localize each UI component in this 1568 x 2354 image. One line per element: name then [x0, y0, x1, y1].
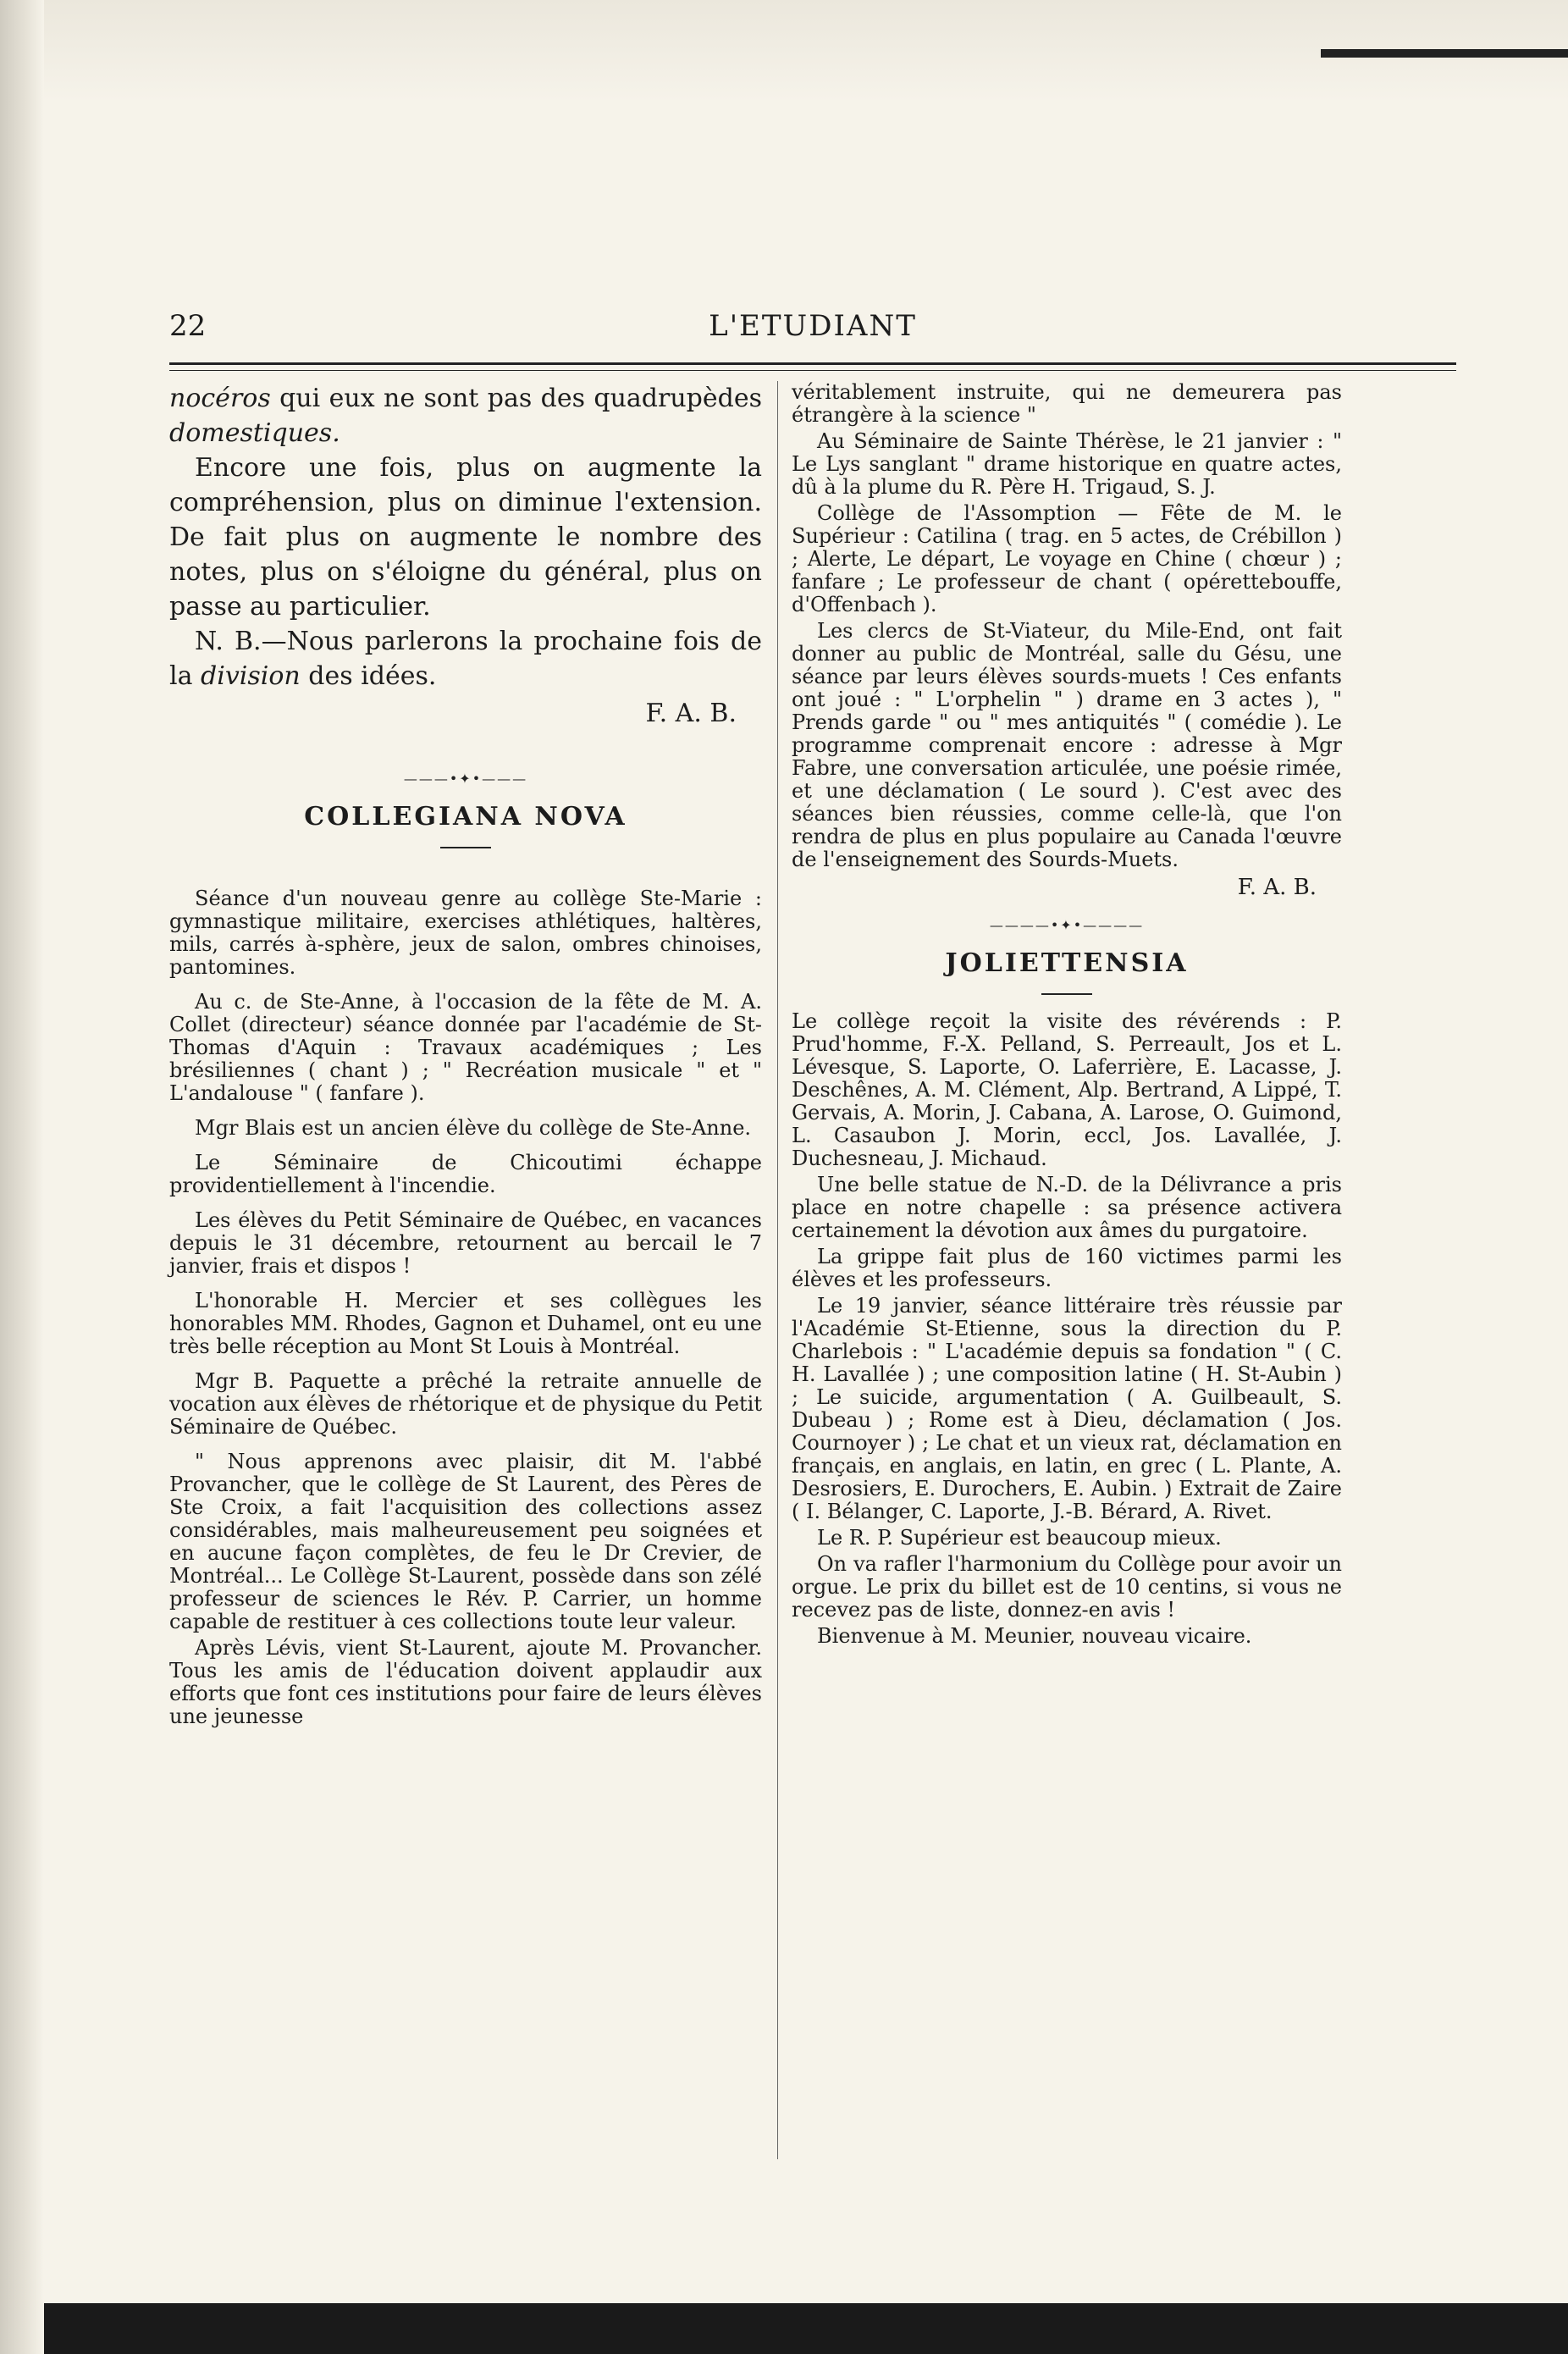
news-item: Bienvenue à M. Meunier, nouveau vicaire.	[817, 1624, 1252, 1648]
news-item: " Nous apprenons avec plaisir, dit M. l'abbé Provancher, que le collège de St Laurent, des Pères de Ste Croix, a fait l'acquisition des collections assez considérables, mais malheureusement peu soignées et en aucune façon complètes, de feu le Dr Crevier, de Montréal... Le Collège St-Laurent, possède dans son zélé professeur de sciences le Rév. P. Carrier, un homme capable de restituer à ces collections toute leur valeur.	[169, 1450, 762, 1633]
news-item: Collège de l'Assomption — Fête de M. le Supérieur : Catilina ( trag. en 5 actes, de Crébillon ) ; Alerte, Le départ, Le voyage en Chine ( chœur ) ; fanfare ; Le professeur de chant ( opérettebouffe, d'Offenbach ).	[792, 501, 1342, 616]
news-item: Les élèves du Petit Séminaire de Québec, en vacances depuis le 31 décembre, retournent au bercail le 7 janvier, frais et dispos !	[169, 1208, 762, 1278]
news-item: Les clercs de St-Viateur, du Mile-End, ont fait donner au public de Montréal, salle du Gésu, une séance par leurs élèves sourds-muets ! Ces enfants ont joué : " L'orphelin " ) drame en 3 actes ), " Prends garde " ou " mes antiquités " ( comédie ). Le programme comprenait encore : adresse à Mgr Fabre, une conversation articulée, une poésie rimée, et une déclamation ( Le sourd ). C'est avec des séances bien réussies, comme celle-là, que l'on rendra de plus en plus populaire au Canada l'œuvre de l'enseignement des Sourds-Muets.	[792, 619, 1342, 871]
news-item: La grippe fait plus de 160 victimes parmi les élèves et les professeurs.	[792, 1245, 1342, 1291]
column-divider	[777, 381, 778, 2159]
nota-bene-paragraph	[169, 624, 762, 693]
news-item: Mgr Blais est un ancien élève du collège de Ste-Anne.	[195, 1116, 752, 1140]
scan-edge-bottom	[44, 2303, 1568, 2354]
news-item: On va rafler l'harmonium du Collège pour avoir un orgue. Le prix du billet est de 10 centins, si vous ne recevez pas de liste, donnez-en avis !	[792, 1552, 1342, 1622]
title-underline	[440, 847, 491, 848]
running-title: L'ETUDIANT	[709, 309, 917, 343]
page-header	[169, 309, 1456, 351]
news-item: Le R. P. Supérieur est beaucoup mieux.	[817, 1526, 1222, 1550]
italic-word: nocéros	[169, 384, 271, 413]
italic-word: division	[201, 661, 301, 691]
italic-word: domestiques.	[169, 418, 340, 448]
news-item: Au Séminaire de Sainte Thérèse, le 21 janvier : " Le Lys sanglant " drame historique en quatre actes, dû à la plume du R. Père H. Trigaud, S. J.	[792, 429, 1342, 499]
news-item: Une belle statue de N.-D. de la Délivrance a pris place en notre chapelle : sa présence activera certainement la dévotion aux âmes du purgatoire.	[792, 1173, 1342, 1242]
text-run: des idées.	[300, 661, 437, 691]
paragraph: Encore une fois, plus on augmente la compréhension, plus on diminue l'extension. De fait plus on augmente le nombre des notes, plus on s'éloigne du général, plus on passe au particulier.	[169, 453, 762, 622]
news-item: Mgr B. Paquette a prêché la retraite annuelle de vocation aux élèves de rhétorique et de physique du Petit Séminaire de Québec.	[169, 1369, 762, 1439]
text-run: N. B.—Nous parlerons la prochaine fois de la	[169, 627, 762, 691]
news-item: Au c. de Ste-Anne, à l'occasion de la fête de M. A. Collet (directeur) séance donnée par l'académie de St-Thomas d'Aquin : Travaux académiques ; Les brésiliennes ( chant ) ; " Recréation musicale " et " L'andalouse " ( fanfare ).	[169, 990, 762, 1105]
scan-edge-left	[0, 0, 44, 2354]
news-item: L'honorable H. Mercier et ses collègues les honorables MM. Rhodes, Gagnon et Duhamel, ont eu une très belle réception au Mont St Louis à Montréal.	[169, 1289, 762, 1358]
page-number: 22	[169, 309, 207, 343]
signature: F. A. B.	[1237, 875, 1317, 900]
top-border-rule	[1321, 49, 1568, 58]
section-title: JOLIETTENSIA	[945, 948, 1189, 978]
right-column	[792, 381, 1342, 1651]
continued-paragraph	[169, 381, 762, 450]
news-item: Le 19 janvier, séance littéraire très réussie par l'Académie St-Etienne, sous la direction du P. Charlebois : " L'académie depuis sa fondation " ( C. H. Lavallée ) ; une composition latine ( H. St-Aubin ) ; Le suicide, argumentation ( A. Guilbeault, S. Dubeau ) ; Rome est à Dieu, déclamation ( Jos. Cournoyer ) ; Le chat et un vieux rat, déclamation en français, en anglais, en latin, en grec ( L. Plante, A. Desrosiers, E. Durochers, E. Aubin. ) Extrait de Zaire ( I. Bélanger, C. Laporte, J.-B. Bérard, A. Rivet.	[792, 1294, 1342, 1523]
news-item: Séance d'un nouveau genre au collège Ste-Marie : gymnastique militaire, exercises athlétiques, haltères, mils, carrés à-sphère, jeux de salon, ombres chinoises, pantomines.	[169, 887, 762, 979]
text-run: qui eux ne sont pas des quadrupèdes	[270, 384, 762, 413]
news-item: Après Lévis, vient St-Laurent, ajoute M. Provancher. Tous les amis de l'éducation doivent applaudir aux efforts que font ces institutions pour faire de leurs élèves une jeunesse	[169, 1636, 762, 1728]
section-ornament: ————•✦•————	[989, 917, 1145, 933]
title-underline	[1041, 993, 1092, 995]
news-item: Le Séminaire de Chicoutimi échappe providentiellement à l'incendie.	[169, 1151, 762, 1197]
left-column	[169, 381, 762, 1740]
section-ornament: ———•✦•———	[403, 771, 528, 787]
header-rule	[169, 362, 1456, 371]
section-title: COLLEGIANA NOVA	[304, 802, 627, 832]
news-item: véritablement instruite, qui ne demeurera pas étrangère à la science "	[792, 380, 1342, 427]
signature: F. A. B.	[645, 699, 737, 728]
news-item: Le collège reçoit la visite des révérends : P. Prud'homme, F.-X. Pelland, S. Perreault, Jos et L. Lévesque, S. Laporte, O. Laferrière, E. Lacasse, J. Deschênes, A. M. Clément, Alp. Bertrand, A Lippé, T. Gervais, A. Morin, J. Cabana, A. Larose, O. Guimond, L. Casaubon J. Morin, eccl, Jos. Lavallée, J. Duchesneau, J. Michaud.	[792, 1009, 1342, 1170]
